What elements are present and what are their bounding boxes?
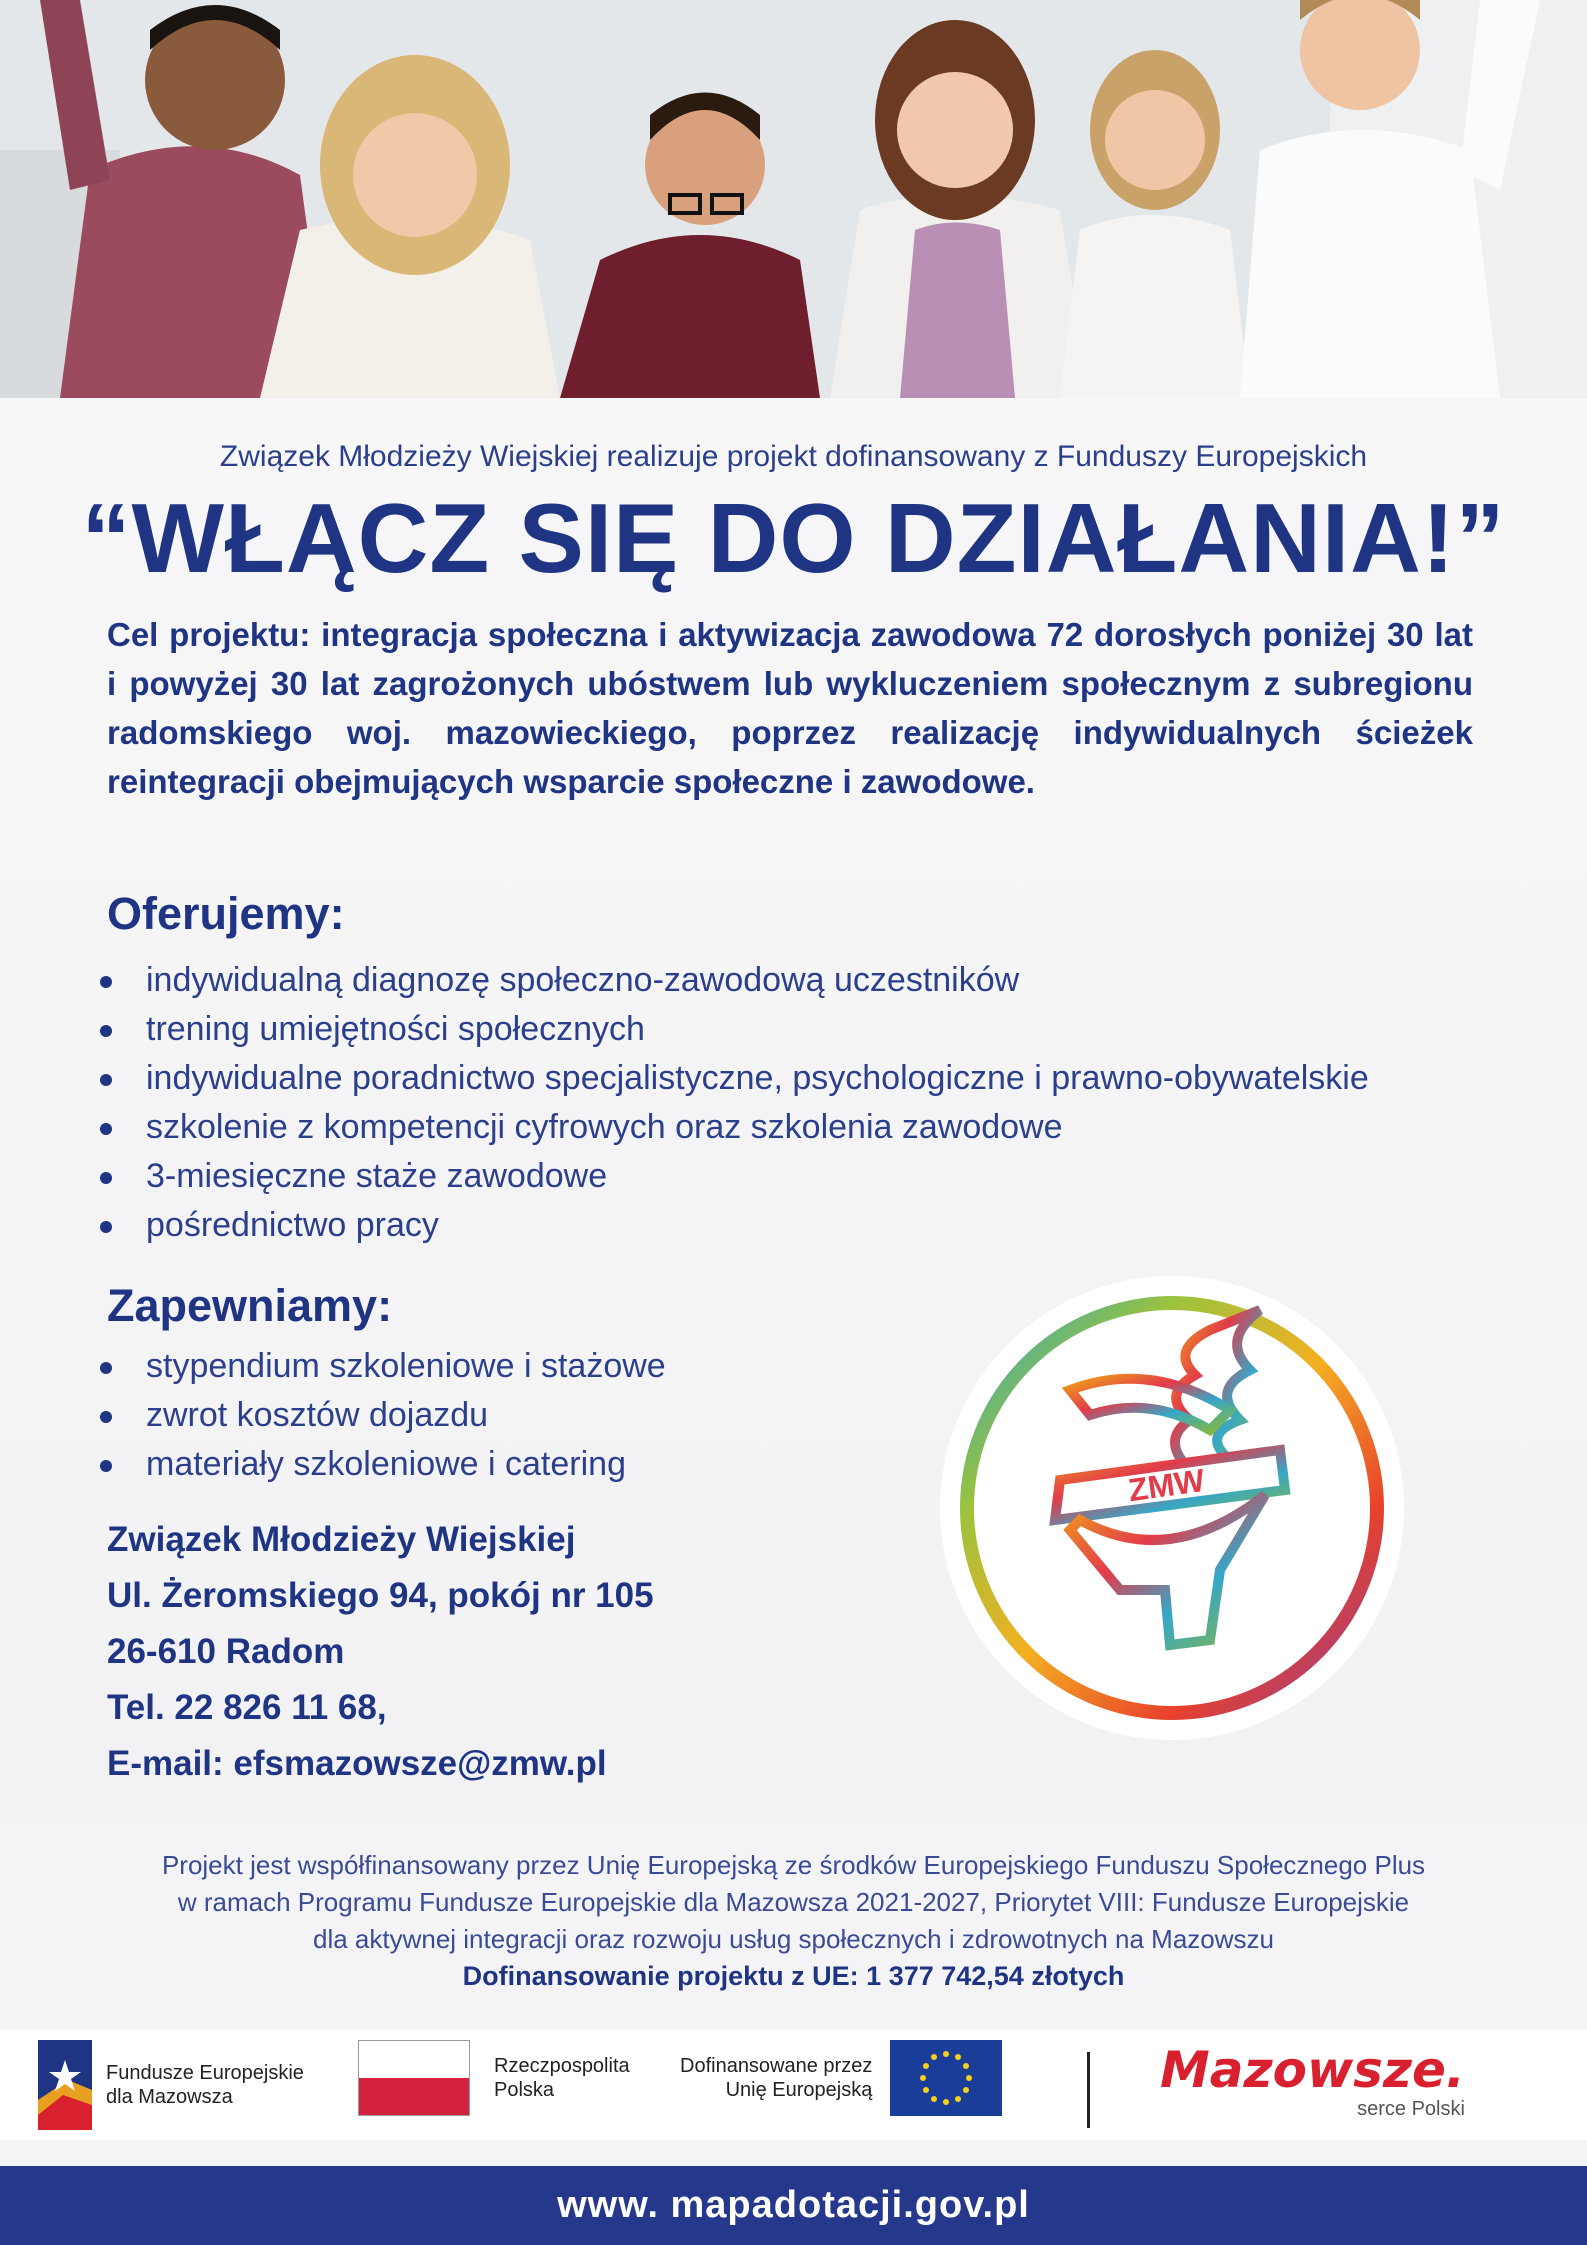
ue-label-1: Dofinansowane przez [680, 2055, 873, 2077]
offer-list [96, 956, 1369, 1250]
zmw-logo-text: ZMW [1126, 1461, 1207, 1509]
website-bar [0, 2166, 1587, 2245]
ue-logo [680, 2040, 1002, 2116]
hero-photo [0, 0, 1587, 398]
contact-street: Ul. Żeromskiego 94, pokój nr 105 [107, 1576, 654, 1615]
list-item: pośrednictwo pracy [96, 1201, 1369, 1250]
logo-divider [1087, 2052, 1090, 2128]
rp-label-1: Rzeczpospolita [494, 2055, 630, 2077]
mazowsze-logo [1160, 2042, 1465, 2121]
funding-line-1: Projekt jest współfinansowany przez Unię Europejską ze środków Europejskiego Funduszu Społecznego Plus [161, 1850, 1426, 1880]
offer-heading: Oferujemy: [107, 888, 345, 939]
contact-city: 26-610 Radom [107, 1632, 345, 1671]
project-intro: Związek Młodzieży Wiejskiej realizuje projekt dofinansowany z Funduszy Europejskich [219, 440, 1368, 473]
fe-label-2: dla Mazowsza [106, 2086, 233, 2108]
list-item: indywidualne poradnictwo specjalistyczne, psychologiczne i prawno-obywatelskie [96, 1054, 1369, 1103]
eu-flag-icon [890, 2040, 1002, 2116]
rp-logo [358, 2040, 630, 2116]
list-item: indywidualną diagnozę społeczno-zawodową uczestników [96, 956, 1369, 1005]
contact-block [107, 1512, 654, 1792]
funding-statement [0, 1847, 1587, 1995]
mazowsze-wordmark: Mazowsze. [1160, 2041, 1465, 2099]
zmw-logo [920, 1270, 1420, 1740]
funding-amount: Dofinansowanie projektu z UE: 1 377 742,54 złotych [462, 1961, 1125, 1991]
rp-label-2: Polska [494, 2079, 555, 2101]
website-link[interactable]: www. mapadotacji.gov.pl [557, 2184, 1030, 2226]
list-item: 3-miesięczne staże zawodowe [96, 1152, 1369, 1201]
project-goal: Cel projektu: integracja społeczna i aktywizacja zawodowa 72 dorosłych poniżej 30 lat i powyżej 30 lat zagrożonych ubóstwem lub wykluczeniem społecznym z subregionu radomskiego woj. mazowieckiego, poprzez realizację indywidualnych ścieżek reintegracji obejmujących wsparcie społeczne i zawodowe. [107, 616, 1473, 800]
fe-label-1: Fundusze Europejskie [106, 2062, 304, 2084]
poland-flag-icon [358, 2040, 470, 2116]
contact-phone[interactable]: Tel. 22 826 11 68, [107, 1688, 387, 1727]
contact-org: Związek Młodzieży Wiejskiej [107, 1520, 576, 1559]
list-item: szkolenie z kompetencji cyfrowych oraz szkolenia zawodowe [96, 1103, 1369, 1152]
contact-email[interactable]: E-mail: efsmazowsze@zmw.pl [107, 1744, 607, 1783]
list-item: zwrot kosztów dojazdu [96, 1391, 666, 1440]
provide-list [96, 1342, 666, 1489]
fe-logo [38, 2040, 304, 2130]
ue-label-2: Unię Europejską [725, 2079, 873, 2101]
project-title: “WŁĄCZ SIĘ DO DZIAŁANIA!” [81, 483, 1506, 593]
list-item: stypendium szkoleniowe i stażowe [96, 1342, 666, 1391]
funding-line-2: w ramach Programu Fundusze Europejskie dla Mazowsza 2021-2027, Priorytet VIII: Fundusze Europejskie [177, 1887, 1410, 1917]
funding-line-3: dla aktywnej integracji oraz rozwoju usług społecznych i zdrowotnych na Mazowszu [312, 1924, 1274, 1954]
provide-heading: Zapewniamy: [107, 1280, 393, 1331]
mazowsze-tagline: serce Polski [1357, 2098, 1465, 2120]
fe-star-icon [38, 2040, 92, 2130]
list-item: materiały szkoleniowe i catering [96, 1440, 666, 1489]
list-item: trening umiejętności społecznych [96, 1005, 1369, 1054]
